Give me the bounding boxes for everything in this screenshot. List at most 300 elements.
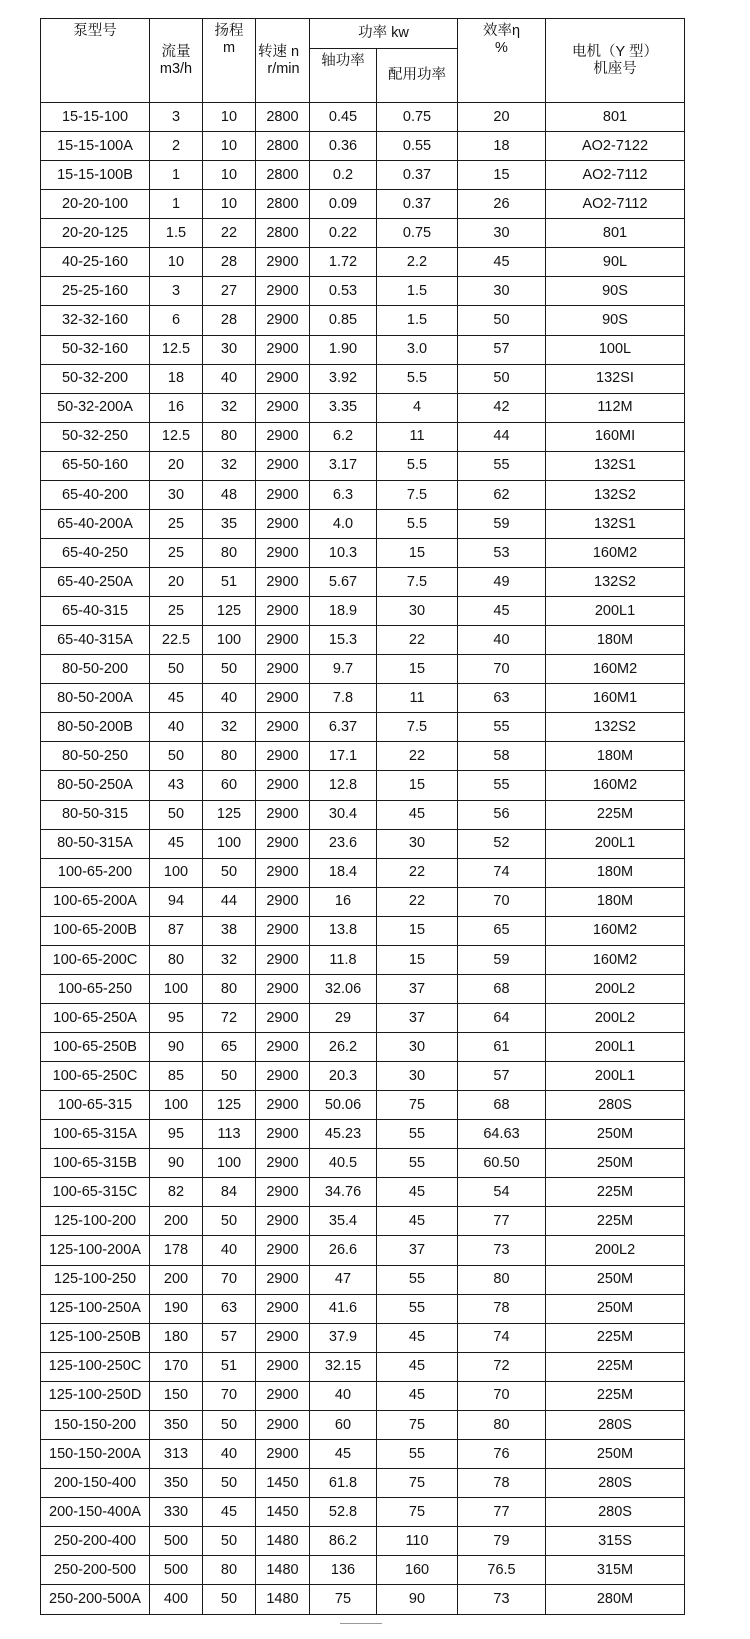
- cell-motor-frame: 160M2: [546, 655, 685, 684]
- cell-efficiency: 40: [458, 626, 546, 655]
- cell-model: 65-40-200: [41, 480, 150, 509]
- cell-flow: 178: [150, 1236, 203, 1265]
- cell-motor-frame: 280S: [546, 1468, 685, 1497]
- cell-flow: 12.5: [150, 335, 203, 364]
- cell-model: 65-50-160: [41, 451, 150, 480]
- cell-efficiency: 63: [458, 684, 546, 713]
- cell-speed: 1480: [256, 1585, 310, 1615]
- cell-speed: 2900: [256, 451, 310, 480]
- cell-flow: 12.5: [150, 422, 203, 451]
- cell-matched-power: 0.37: [377, 190, 458, 219]
- cell-motor-frame: 225M: [546, 1381, 685, 1410]
- cell-matched-power: 0.75: [377, 219, 458, 248]
- cell-speed: 2800: [256, 132, 310, 161]
- cell-efficiency: 57: [458, 335, 546, 364]
- header-efficiency: [458, 19, 546, 103]
- cell-model: 50-32-250: [41, 422, 150, 451]
- cell-efficiency: 80: [458, 1265, 546, 1294]
- cell-head: 80: [203, 974, 256, 1003]
- table-row: [41, 103, 685, 132]
- cell-shaft-power: 18.9: [310, 597, 377, 626]
- cell-speed: 2900: [256, 626, 310, 655]
- cell-model: 15-15-100A: [41, 132, 150, 161]
- cell-speed: 2900: [256, 742, 310, 771]
- cell-flow: 80: [150, 945, 203, 974]
- cell-head: 80: [203, 742, 256, 771]
- cell-shaft-power: 50.06: [310, 1091, 377, 1120]
- cell-speed: 2900: [256, 1033, 310, 1062]
- cell-speed: 2900: [256, 422, 310, 451]
- cell-efficiency: 68: [458, 974, 546, 1003]
- cell-shaft-power: 0.36: [310, 132, 377, 161]
- table-row: [41, 480, 685, 509]
- cell-motor-frame: 132SI: [546, 364, 685, 393]
- cell-model: 200-150-400A: [41, 1498, 150, 1527]
- cell-efficiency: 44: [458, 422, 546, 451]
- cell-model: 25-25-160: [41, 277, 150, 306]
- cell-motor-frame: 280S: [546, 1091, 685, 1120]
- cell-shaft-power: 15.3: [310, 626, 377, 655]
- cell-shaft-power: 5.67: [310, 568, 377, 597]
- cell-matched-power: 7.5: [377, 480, 458, 509]
- cell-head: 50: [203, 1062, 256, 1091]
- cell-efficiency: 50: [458, 306, 546, 335]
- cell-matched-power: 110: [377, 1527, 458, 1556]
- cell-speed: 2900: [256, 1410, 310, 1439]
- cell-speed: 2900: [256, 335, 310, 364]
- cell-matched-power: 5.5: [377, 451, 458, 480]
- cell-efficiency: 74: [458, 858, 546, 887]
- cell-efficiency: 68: [458, 1091, 546, 1120]
- cell-efficiency: 59: [458, 509, 546, 538]
- cell-motor-frame: 250M: [546, 1149, 685, 1178]
- cell-motor-frame: 180M: [546, 626, 685, 655]
- cell-matched-power: 45: [377, 1381, 458, 1410]
- cell-efficiency: 58: [458, 742, 546, 771]
- cell-shaft-power: 11.8: [310, 945, 377, 974]
- cell-model: 100-65-250B: [41, 1033, 150, 1062]
- cell-flow: 100: [150, 974, 203, 1003]
- cell-head: 35: [203, 509, 256, 538]
- cell-head: 80: [203, 538, 256, 567]
- cell-shaft-power: 0.85: [310, 306, 377, 335]
- cell-efficiency: 70: [458, 655, 546, 684]
- table-row: [41, 1265, 685, 1294]
- cell-speed: 2900: [256, 248, 310, 277]
- table-row: [41, 1323, 685, 1352]
- cell-speed: 2800: [256, 161, 310, 190]
- cell-head: 27: [203, 277, 256, 306]
- cell-motor-frame: 90L: [546, 248, 685, 277]
- cell-motor-frame: 801: [546, 103, 685, 132]
- cell-speed: 2900: [256, 974, 310, 1003]
- cell-head: 10: [203, 161, 256, 190]
- table-row: [41, 1120, 685, 1149]
- cell-head: 100: [203, 1149, 256, 1178]
- table-row: [41, 1003, 685, 1032]
- cell-speed: 2900: [256, 829, 310, 858]
- cell-motor-frame: 250M: [546, 1265, 685, 1294]
- cell-matched-power: 55: [377, 1265, 458, 1294]
- cell-motor-frame: 100L: [546, 335, 685, 364]
- cell-head: 80: [203, 422, 256, 451]
- cell-motor-frame: 132S2: [546, 713, 685, 742]
- table-row: [41, 132, 685, 161]
- cell-matched-power: 22: [377, 858, 458, 887]
- cell-matched-power: 11: [377, 684, 458, 713]
- cell-matched-power: 37: [377, 1236, 458, 1265]
- table-row: [41, 916, 685, 945]
- cell-matched-power: 45: [377, 1323, 458, 1352]
- cell-head: 113: [203, 1120, 256, 1149]
- cell-motor-frame: 180M: [546, 887, 685, 916]
- cell-model: 80-50-200: [41, 655, 150, 684]
- header-speed-label: 转速 n: [258, 43, 300, 60]
- cell-shaft-power: 3.35: [310, 393, 377, 422]
- cell-flow: 100: [150, 1091, 203, 1120]
- cell-speed: 2900: [256, 800, 310, 829]
- cell-model: 125-100-200: [41, 1207, 150, 1236]
- header-flow-label: 流量: [161, 43, 191, 60]
- cell-speed: 2900: [256, 1178, 310, 1207]
- cell-model: 250-200-400: [41, 1527, 150, 1556]
- cell-speed: 2900: [256, 1439, 310, 1468]
- cell-efficiency: 53: [458, 538, 546, 567]
- table-row: [41, 1236, 685, 1265]
- cell-shaft-power: 7.8: [310, 684, 377, 713]
- cell-head: 40: [203, 364, 256, 393]
- cell-speed: 2900: [256, 1149, 310, 1178]
- cell-head: 63: [203, 1294, 256, 1323]
- cell-head: 45: [203, 1498, 256, 1527]
- cell-shaft-power: 26.6: [310, 1236, 377, 1265]
- cell-model: 65-40-250A: [41, 568, 150, 597]
- cell-motor-frame: 200L2: [546, 1236, 685, 1265]
- cell-matched-power: 22: [377, 626, 458, 655]
- cell-efficiency: 64: [458, 1003, 546, 1032]
- header-efficiency-unit: %: [495, 39, 508, 56]
- cell-flow: 200: [150, 1207, 203, 1236]
- cell-motor-frame: 132S1: [546, 509, 685, 538]
- cell-matched-power: 45: [377, 1352, 458, 1381]
- cell-shaft-power: 6.3: [310, 480, 377, 509]
- cell-head: 32: [203, 393, 256, 422]
- cell-model: 40-25-160: [41, 248, 150, 277]
- cell-speed: 2900: [256, 364, 310, 393]
- cell-shaft-power: 13.8: [310, 916, 377, 945]
- cell-motor-frame: 180M: [546, 742, 685, 771]
- cell-efficiency: 30: [458, 277, 546, 306]
- cell-flow: 3: [150, 277, 203, 306]
- cell-shaft-power: 75: [310, 1585, 377, 1615]
- cell-flow: 100: [150, 858, 203, 887]
- cell-motor-frame: 112M: [546, 393, 685, 422]
- cell-motor-frame: 200L1: [546, 597, 685, 626]
- cell-head: 72: [203, 1003, 256, 1032]
- cell-head: 40: [203, 1439, 256, 1468]
- header-head-unit: m: [222, 39, 236, 56]
- table-row: [41, 568, 685, 597]
- cell-motor-frame: 225M: [546, 1323, 685, 1352]
- cell-matched-power: 15: [377, 771, 458, 800]
- cell-efficiency: 78: [458, 1468, 546, 1497]
- cell-matched-power: 15: [377, 538, 458, 567]
- cell-shaft-power: 40: [310, 1381, 377, 1410]
- cell-shaft-power: 6.37: [310, 713, 377, 742]
- cell-model: 200-150-400: [41, 1468, 150, 1497]
- cell-head: 10: [203, 132, 256, 161]
- table-row: [41, 887, 685, 916]
- cell-matched-power: 3.0: [377, 335, 458, 364]
- cell-speed: 2900: [256, 655, 310, 684]
- cell-shaft-power: 6.2: [310, 422, 377, 451]
- cell-motor-frame: 132S1: [546, 451, 685, 480]
- cell-matched-power: 1.5: [377, 277, 458, 306]
- cell-shaft-power: 34.76: [310, 1178, 377, 1207]
- cell-model: 125-100-250A: [41, 1294, 150, 1323]
- cell-speed: 1480: [256, 1556, 310, 1585]
- cell-flow: 90: [150, 1033, 203, 1062]
- cell-matched-power: 55: [377, 1294, 458, 1323]
- cell-motor-frame: 225M: [546, 800, 685, 829]
- table-row: [41, 713, 685, 742]
- cell-flow: 50: [150, 742, 203, 771]
- cell-model: 80-50-315: [41, 800, 150, 829]
- cell-head: 100: [203, 626, 256, 655]
- cell-speed: 2900: [256, 858, 310, 887]
- cell-matched-power: 15: [377, 945, 458, 974]
- table-row: [41, 248, 685, 277]
- header-motor-frame: 机座号: [593, 60, 637, 77]
- cell-flow: 2: [150, 132, 203, 161]
- cell-shaft-power: 0.45: [310, 103, 377, 132]
- cell-matched-power: 5.5: [377, 364, 458, 393]
- cell-matched-power: 11: [377, 422, 458, 451]
- table-row: [41, 306, 685, 335]
- table-row: [41, 858, 685, 887]
- cell-flow: 45: [150, 829, 203, 858]
- table-row: [41, 1527, 685, 1556]
- cell-efficiency: 15: [458, 161, 546, 190]
- table-row: [41, 277, 685, 306]
- cell-speed: 2900: [256, 1003, 310, 1032]
- cell-shaft-power: 3.92: [310, 364, 377, 393]
- cell-model: 20-20-125: [41, 219, 150, 248]
- cell-matched-power: 90: [377, 1585, 458, 1615]
- cell-motor-frame: 225M: [546, 1352, 685, 1381]
- cell-matched-power: 22: [377, 742, 458, 771]
- cell-speed: 2900: [256, 538, 310, 567]
- header-speed-unit: r/min: [267, 60, 300, 77]
- cell-flow: 95: [150, 1003, 203, 1032]
- cell-flow: 82: [150, 1178, 203, 1207]
- cell-efficiency: 57: [458, 1062, 546, 1091]
- cell-shaft-power: 35.4: [310, 1207, 377, 1236]
- cell-model: 15-15-100: [41, 103, 150, 132]
- cell-model: 20-20-100: [41, 190, 150, 219]
- cell-head: 50: [203, 1410, 256, 1439]
- cell-efficiency: 73: [458, 1585, 546, 1615]
- cell-shaft-power: 20.3: [310, 1062, 377, 1091]
- table-row: [41, 364, 685, 393]
- cell-model: 125-100-200A: [41, 1236, 150, 1265]
- cell-speed: 2900: [256, 306, 310, 335]
- cell-motor-frame: 200L1: [546, 1033, 685, 1062]
- cell-head: 40: [203, 684, 256, 713]
- cell-motor-frame: 160MI: [546, 422, 685, 451]
- cell-matched-power: 7.5: [377, 713, 458, 742]
- cell-efficiency: 30: [458, 219, 546, 248]
- cell-efficiency: 60.50: [458, 1149, 546, 1178]
- table-row: [41, 742, 685, 771]
- cell-shaft-power: 136: [310, 1556, 377, 1585]
- cell-flow: 150: [150, 1381, 203, 1410]
- cell-model: 80-50-200A: [41, 684, 150, 713]
- cell-speed: 2900: [256, 480, 310, 509]
- table-row: [41, 509, 685, 538]
- cell-speed: 2900: [256, 393, 310, 422]
- cell-matched-power: 55: [377, 1149, 458, 1178]
- cell-efficiency: 55: [458, 771, 546, 800]
- cell-flow: 30: [150, 480, 203, 509]
- cell-model: 100-65-200A: [41, 887, 150, 916]
- table-row: [41, 538, 685, 567]
- cell-head: 60: [203, 771, 256, 800]
- cell-head: 65: [203, 1033, 256, 1062]
- pump-spec-table: [40, 18, 685, 1615]
- cell-model: 65-40-200A: [41, 509, 150, 538]
- cell-shaft-power: 4.0: [310, 509, 377, 538]
- cell-head: 125: [203, 1091, 256, 1120]
- cell-speed: 2900: [256, 887, 310, 916]
- cell-motor-frame: 280S: [546, 1498, 685, 1527]
- cell-model: 150-150-200A: [41, 1439, 150, 1468]
- cell-flow: 20: [150, 451, 203, 480]
- table-row: [41, 1410, 685, 1439]
- cell-model: 100-65-315B: [41, 1149, 150, 1178]
- table-row: [41, 945, 685, 974]
- cell-shaft-power: 32.15: [310, 1352, 377, 1381]
- cell-speed: 1480: [256, 1527, 310, 1556]
- cell-model: 100-65-315: [41, 1091, 150, 1120]
- cell-head: 32: [203, 451, 256, 480]
- cell-efficiency: 59: [458, 945, 546, 974]
- table-row: [41, 219, 685, 248]
- cell-matched-power: 22: [377, 887, 458, 916]
- cell-head: 10: [203, 103, 256, 132]
- cell-motor-frame: 280M: [546, 1585, 685, 1615]
- cell-efficiency: 77: [458, 1498, 546, 1527]
- cell-shaft-power: 47: [310, 1265, 377, 1294]
- table-row: [41, 1294, 685, 1323]
- cell-motor-frame: AO2-7112: [546, 161, 685, 190]
- cell-shaft-power: 9.7: [310, 655, 377, 684]
- cell-motor-frame: 225M: [546, 1178, 685, 1207]
- cell-model: 100-65-315A: [41, 1120, 150, 1149]
- cell-motor-frame: 200L1: [546, 1062, 685, 1091]
- table-row: [41, 393, 685, 422]
- table-row: [41, 655, 685, 684]
- cell-head: 32: [203, 945, 256, 974]
- header-shaft-power-label: 轴功率: [321, 53, 365, 69]
- cell-motor-frame: 200L2: [546, 974, 685, 1003]
- cell-shaft-power: 0.53: [310, 277, 377, 306]
- cell-head: 70: [203, 1265, 256, 1294]
- cell-shaft-power: 41.6: [310, 1294, 377, 1323]
- cell-matched-power: 4: [377, 393, 458, 422]
- cell-efficiency: 45: [458, 248, 546, 277]
- cell-matched-power: 1.5: [377, 306, 458, 335]
- table-row: [41, 1381, 685, 1410]
- cell-efficiency: 76.5: [458, 1556, 546, 1585]
- table-row: [41, 597, 685, 626]
- cell-model: 100-65-200: [41, 858, 150, 887]
- table-row: [41, 1149, 685, 1178]
- cell-flow: 400: [150, 1585, 203, 1615]
- cell-efficiency: 61: [458, 1033, 546, 1062]
- cell-model: 125-100-250: [41, 1265, 150, 1294]
- cell-flow: 25: [150, 509, 203, 538]
- table-row: [41, 1556, 685, 1585]
- page-edge-mark: [340, 1623, 382, 1624]
- cell-motor-frame: 90S: [546, 306, 685, 335]
- cell-flow: 95: [150, 1120, 203, 1149]
- cell-shaft-power: 37.9: [310, 1323, 377, 1352]
- cell-motor-frame: 160M2: [546, 771, 685, 800]
- cell-efficiency: 20: [458, 103, 546, 132]
- cell-head: 100: [203, 829, 256, 858]
- cell-motor-frame: 200L1: [546, 829, 685, 858]
- cell-speed: 2900: [256, 1207, 310, 1236]
- cell-flow: 18: [150, 364, 203, 393]
- cell-model: 15-15-100B: [41, 161, 150, 190]
- cell-shaft-power: 45: [310, 1439, 377, 1468]
- cell-efficiency: 74: [458, 1323, 546, 1352]
- cell-flow: 1.5: [150, 219, 203, 248]
- cell-speed: 2800: [256, 219, 310, 248]
- cell-head: 50: [203, 1468, 256, 1497]
- cell-speed: 2900: [256, 597, 310, 626]
- cell-model: 80-50-315A: [41, 829, 150, 858]
- cell-head: 50: [203, 858, 256, 887]
- cell-motor-frame: 160M2: [546, 538, 685, 567]
- header-motor: [546, 19, 685, 103]
- cell-matched-power: 160: [377, 1556, 458, 1585]
- header-speed: [256, 19, 310, 103]
- cell-efficiency: 62: [458, 480, 546, 509]
- cell-motor-frame: 160M2: [546, 945, 685, 974]
- cell-efficiency: 54: [458, 1178, 546, 1207]
- table-row: [41, 190, 685, 219]
- cell-model: 50-32-200: [41, 364, 150, 393]
- cell-efficiency: 64.63: [458, 1120, 546, 1149]
- cell-flow: 94: [150, 887, 203, 916]
- cell-shaft-power: 29: [310, 1003, 377, 1032]
- cell-matched-power: 55: [377, 1439, 458, 1468]
- cell-matched-power: 37: [377, 974, 458, 1003]
- cell-shaft-power: 86.2: [310, 1527, 377, 1556]
- cell-shaft-power: 52.8: [310, 1498, 377, 1527]
- cell-flow: 500: [150, 1556, 203, 1585]
- cell-speed: 2900: [256, 568, 310, 597]
- header-power-label: 功率 kw: [358, 25, 409, 42]
- cell-speed: 2900: [256, 509, 310, 538]
- cell-speed: 2900: [256, 1352, 310, 1381]
- cell-matched-power: 15: [377, 655, 458, 684]
- cell-matched-power: 0.75: [377, 103, 458, 132]
- cell-head: 28: [203, 248, 256, 277]
- cell-model: 65-40-315: [41, 597, 150, 626]
